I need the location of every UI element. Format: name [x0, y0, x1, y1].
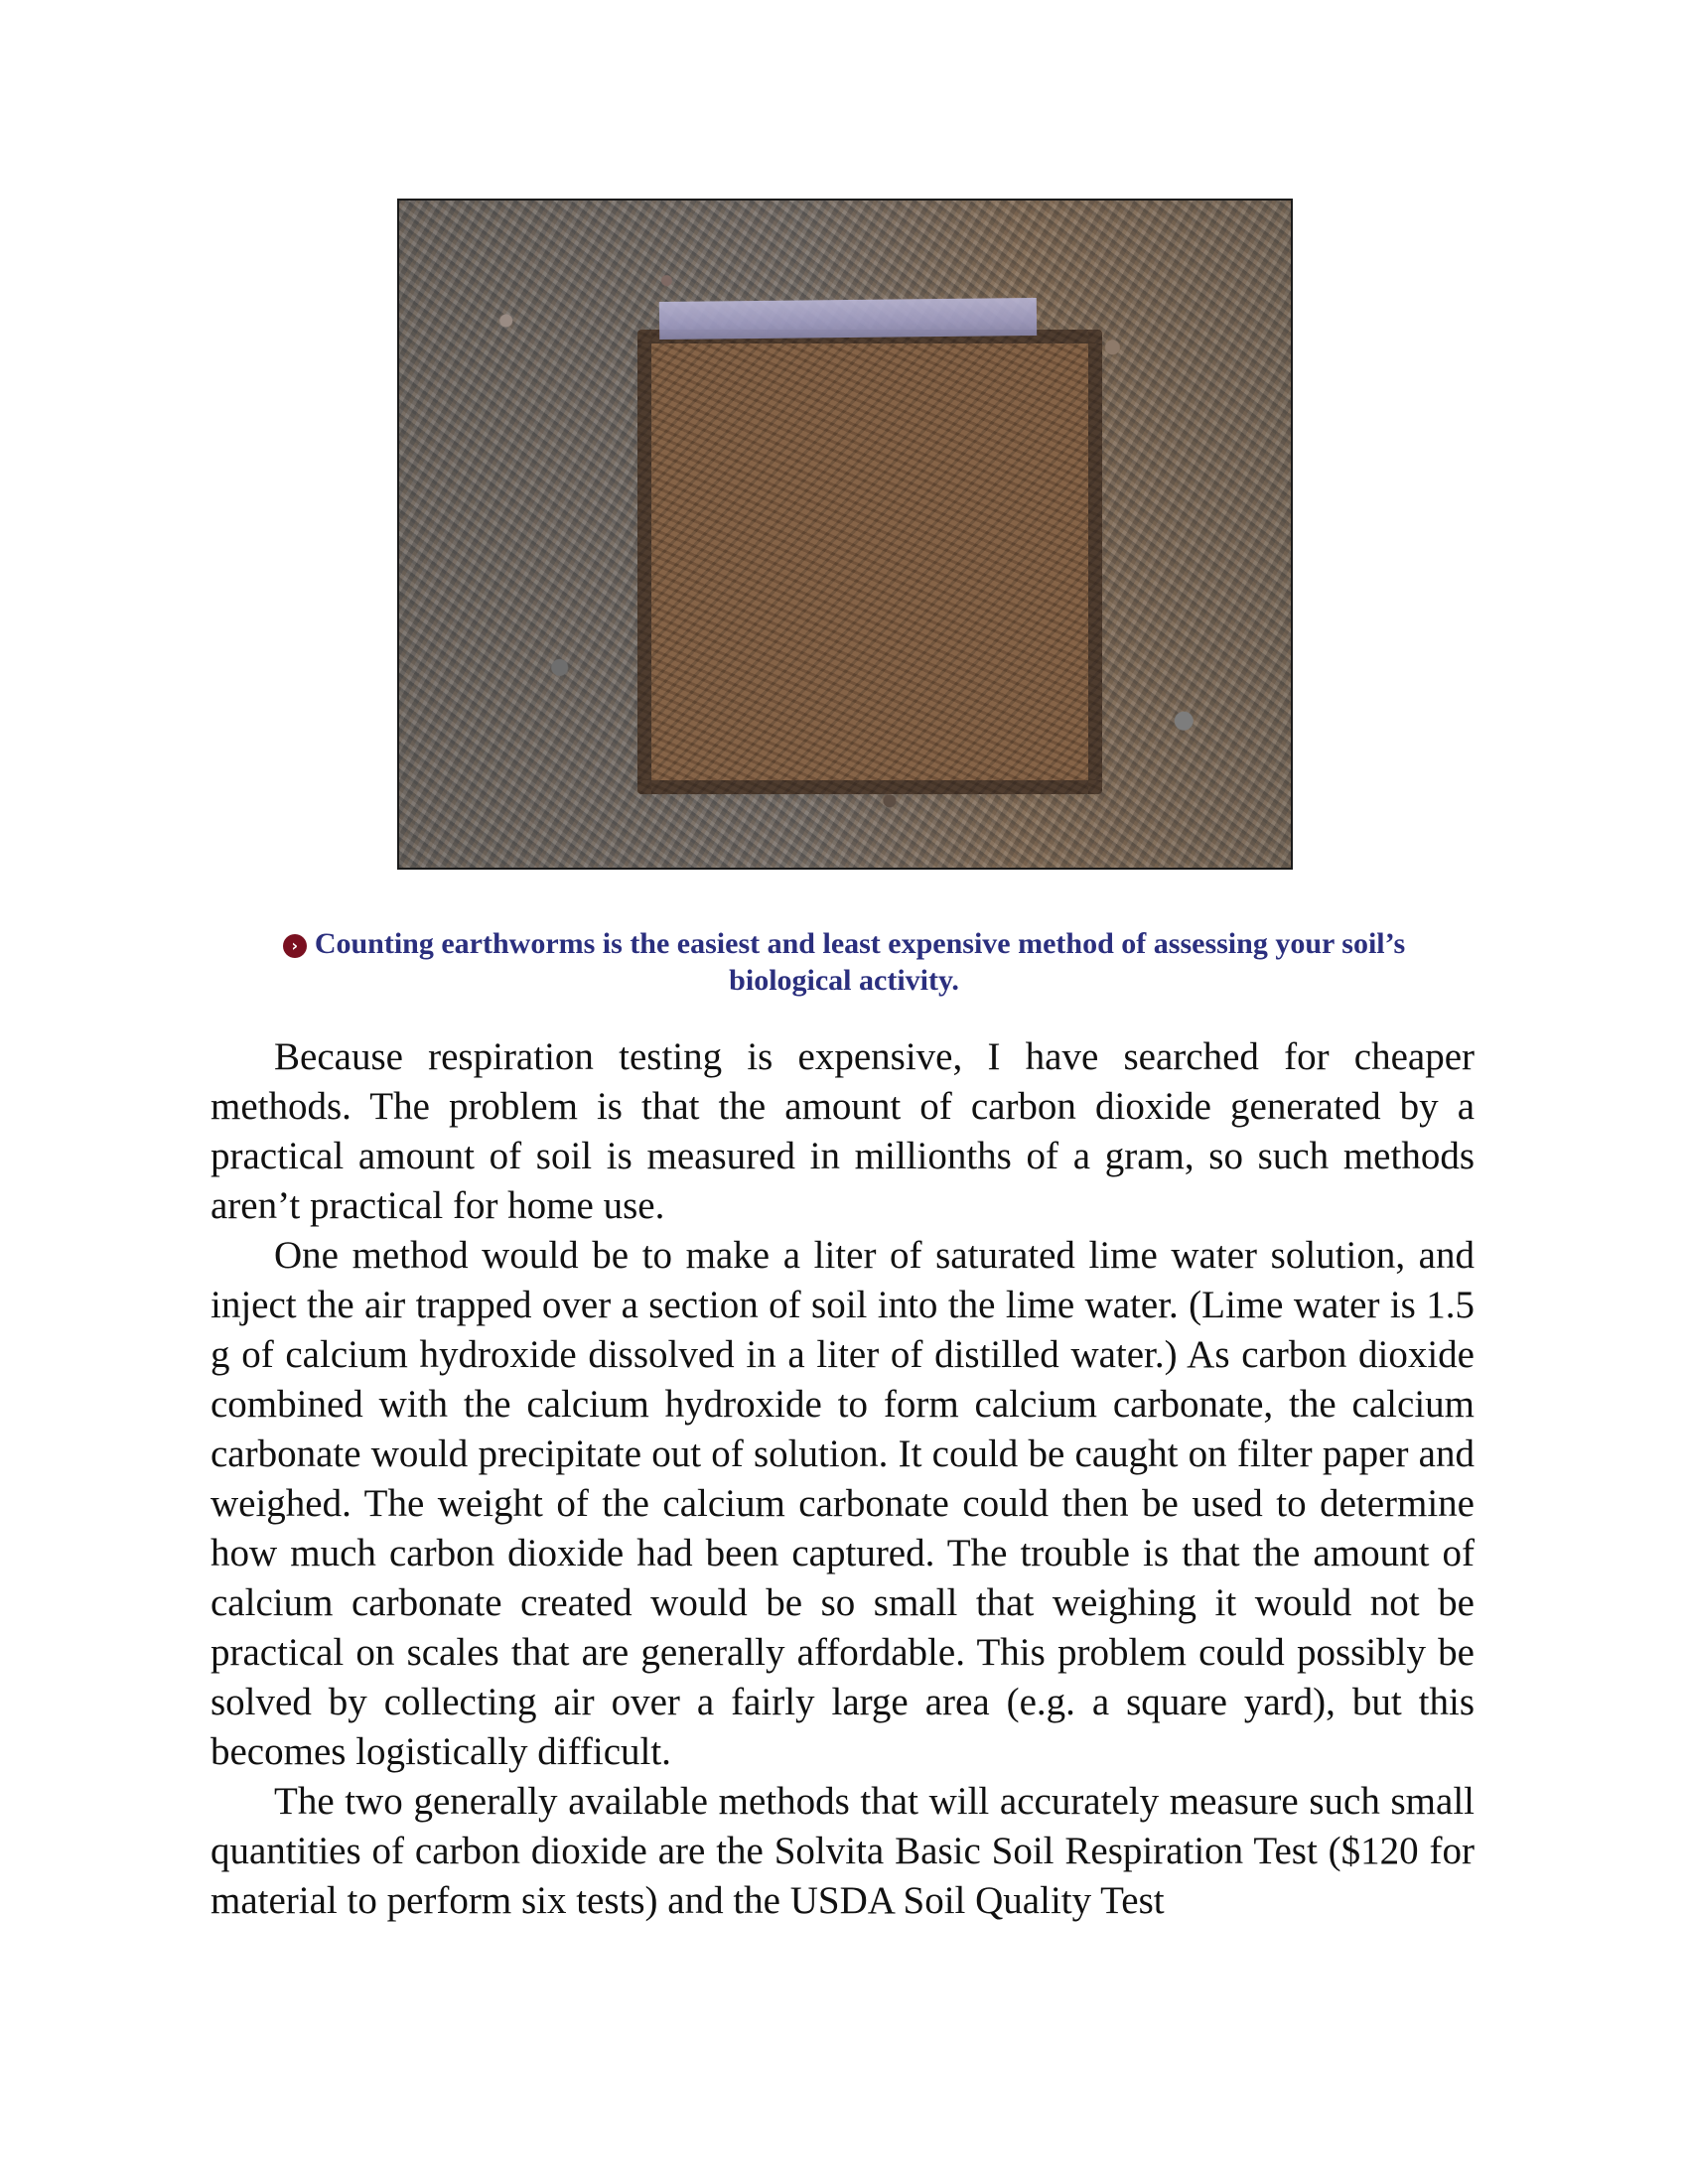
paragraph: One method would be to make a liter of saturated lime water solution, and inject the air trapped over a section of soil into the lime water. (Lime water is 1.5 g of calcium hydroxide dissolved in a liter of distilled water.) As carbon dioxide combined with the calcium hydroxide to form calcium carbonate, the calcium carbonate would precipitate out of solution. It could be caught on filter paper and weighed. The weight of the calcium carbonate could then be used to determine how much carbon dioxide had been captured. The trouble is that the amount of calcium carbonate created would be so small that weighing it would not be practical on scales that are generally affordable. This problem could possibly be solved by collecting air over a fairly large area (e.g. a square yard), but this becomes logistically difficult.: [211, 1234, 1475, 1773]
caption-text: Counting earthworms is the easiest and least expensive method of assessing your soil’s biological activity.: [314, 927, 1406, 997]
soil-plot-square: [637, 330, 1102, 794]
paragraph: The two generally available methods that will accurately measure such small quantities of carbon dioxide are the Solvita Basic Soil Respiration Test ($120 for material to perform six tests) and the USDA Soil Quality Test: [211, 1780, 1475, 1922]
body-text: [211, 1032, 1475, 1926]
soil-photo: [397, 199, 1293, 870]
circle-chevron-icon: ›: [283, 934, 307, 958]
marker-stake: [659, 298, 1037, 340]
paragraph: Because respiration testing is expensive, I have searched for cheaper methods. The problem is that the amount of carbon dioxide generated by a practical amount of soil is measured in millionths of a gram, so such methods aren’t practical for home use.: [211, 1035, 1475, 1227]
figure-caption: [228, 925, 1460, 999]
